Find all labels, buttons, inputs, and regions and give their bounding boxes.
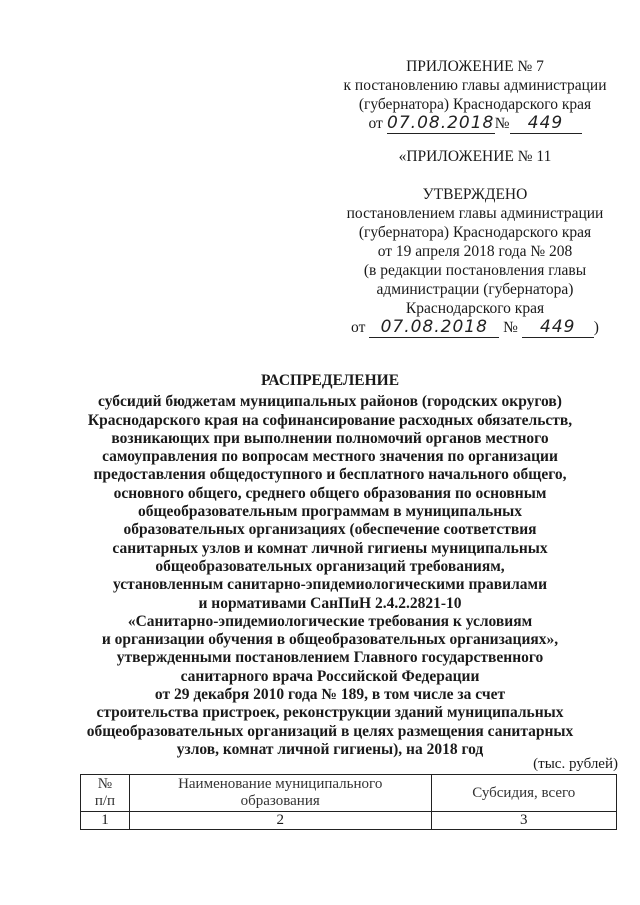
heading-line: санитарных узлов и комнат личной гигиены муниципальных <box>112 539 548 557</box>
heading-line: Краснодарского края на софинансирование расходных обязательств, <box>87 411 573 429</box>
ot-label: от <box>368 115 383 132</box>
column-number-cell: 2 <box>129 812 431 830</box>
approved-line: администрации (губернатора) <box>376 281 574 298</box>
table-column-number-row <box>81 812 617 830</box>
heading-line: предоставления общедоступного и бесплатного начального общего, <box>93 466 567 484</box>
heading-line: утвержденными постановлением Главного государственного <box>116 649 544 667</box>
heading-line: образовательных организациях (обеспечение соответствия <box>123 521 537 539</box>
heading-line: санитарного врача Российской Федерации <box>180 667 480 685</box>
ot-label: от <box>351 319 366 336</box>
heading-line: от 29 декабря 2010 года № 189, в том числе за счет <box>154 686 506 704</box>
approved-title: УТВЕРЖДЕНО <box>422 186 528 203</box>
heading-line: общеобразовательных организаций требованиям, <box>155 557 505 575</box>
appendix-line: (губернатора) Краснодарского края <box>358 96 592 113</box>
header-cell-municipality: Наименование муниципального образования <box>129 775 431 812</box>
heading-line: основного общего, среднего общего образования по основным <box>113 484 547 502</box>
header-cell-subsidy: Субсидия, всего <box>431 775 617 812</box>
approved-number: 449 <box>522 318 594 338</box>
appendix-line: к постановлению главы администрации <box>343 77 607 94</box>
header-cell-number: № п/п <box>81 775 130 812</box>
appendix-date-line <box>330 114 620 134</box>
heading-title: РАСПРЕДЕЛЕНИЕ <box>260 372 400 389</box>
approved-line: от 19 апреля 2018 года № 208 <box>377 243 573 260</box>
table-header-row <box>81 775 617 812</box>
column-number-cell: 1 <box>81 812 130 830</box>
heading-line: возникающих при выполнении полномочий органов местного <box>111 429 549 447</box>
heading-line: установленным санитарно-эпидемиологическими правилами <box>112 576 547 594</box>
close-paren: ) <box>593 319 599 336</box>
heading-line: общеобразовательных организаций в целях размещения санитарных <box>86 722 574 740</box>
heading-line: «Санитарно-эпидемиологические требования к условиям <box>127 612 533 630</box>
heading-line: самоуправления по вопросам местного значения по организации <box>102 448 558 466</box>
heading-line: общеобразовательным программам в муниципальных <box>137 503 523 521</box>
heading-line: и организации обучения в общеобразовательных организациях», <box>101 631 559 649</box>
appendix-title: ПРИЛОЖЕНИЕ № 7 <box>406 58 544 75</box>
appendix-date: 07.08.2018 <box>387 113 495 133</box>
appendix-ref: «ПРИЛОЖЕНИЕ № 11 <box>398 148 552 165</box>
approved-line: (в редакции постановления главы <box>363 262 587 279</box>
distribution-table <box>80 774 617 830</box>
approved-line: Краснодарского края <box>405 300 545 317</box>
unit-label: (тыс. рублей) <box>533 756 618 772</box>
approved-line: постановлением главы администрации <box>346 205 604 222</box>
heading-line: и нормативами СанПиН 2.4.2.2821-10 <box>198 594 462 612</box>
column-number-cell: 3 <box>431 812 617 830</box>
number-sign: № <box>503 319 518 336</box>
approved-date: 07.08.2018 <box>369 318 499 338</box>
number-sign: № <box>494 115 510 132</box>
heading-line: строительства пристроек, реконструкции зданий муниципальных <box>96 704 564 722</box>
heading-line: узлов, комнат личной гигиены), на 2018 год <box>176 740 484 758</box>
heading-line: субсидий бюджетам муниципальных районов (городских округов) <box>98 393 562 411</box>
appendix-block <box>330 57 620 134</box>
approved-block <box>330 147 620 338</box>
approved-date-line <box>330 318 620 338</box>
distribution-heading <box>40 372 620 759</box>
appendix-number: 449 <box>510 114 582 134</box>
approved-line: (губернатора) Краснодарского края <box>358 224 592 241</box>
